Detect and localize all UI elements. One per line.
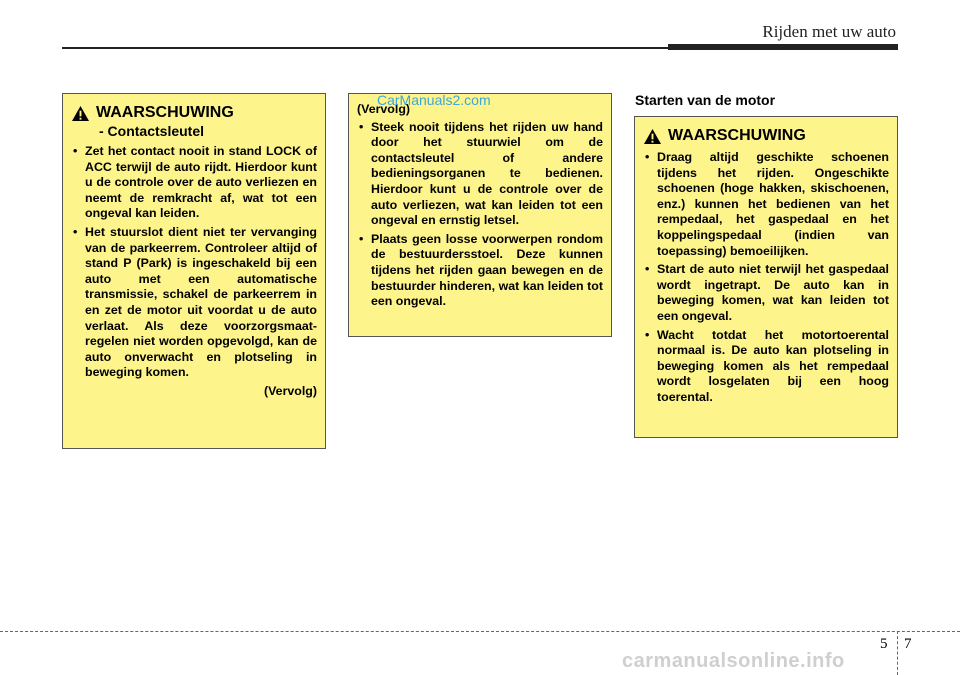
warning-heading xyxy=(71,104,317,122)
watermark-link[interactable]: carmanualsonline.info xyxy=(622,650,845,672)
page-number-divider xyxy=(897,631,898,675)
list-item: • Plaats geen losse voorwerpen rondom de bestuurdersstoel. Deze kunnen tijdens het rijden gaan bewegen en de bestuurder hinderen, wat kan leiden tot een ongeval. xyxy=(357,232,603,310)
list-item: • Steek nooit tijdens het rijden uw hand door het stuurwiel om de contactsleutel of andere bedieningsorganen te bedienen. Hierdoor kunt u de controle over de auto verliezen, wat kan leiden tot een ongeval en ernstig letsel. xyxy=(357,120,603,229)
list-item: • Wacht totdat het motortoerental normaal is. De auto kan plotseling in beweging komen als het rempedaal wordt losgelaten bij een hoog toerental. xyxy=(643,328,889,406)
warning-triangle-icon xyxy=(71,105,90,122)
continued-label: (Vervolg) xyxy=(263,383,317,398)
warning-title: WAARSCHUWING xyxy=(668,127,806,144)
section-title: Starten van de motor xyxy=(635,92,776,108)
warning-heading xyxy=(643,127,889,145)
continued-label: (Vervolg) xyxy=(357,102,411,116)
warning-box-contactsleutel xyxy=(62,93,326,449)
page-section-number: 5 xyxy=(880,636,888,652)
list-item: • Zet het contact nooit in stand LOCK of ACC terwijl de auto rijdt. Hierdoor kunt u de controle over de auto verliezen en neemt de remkracht af, wat tot een ongeval kan leiden. xyxy=(71,144,317,222)
warning-box-continued xyxy=(348,93,612,337)
warning-subtitle: - Contactsleutel xyxy=(99,123,205,139)
list-item: • Het stuurslot dient niet ter vervanging van de parkeerrem. Controleer altijd of stand P (Park) is ingeschakeld bij een auto met een automatische transmissie, schakel de parkeerrem in en zet de motor uit voordat u de auto verlaat. Als deze voorzorgsmaatregelen niet worden opgevolgd, kan de auto onverwacht en plotseling in beweging komen. xyxy=(71,225,317,381)
warning-triangle-icon xyxy=(643,128,662,145)
footer-rule xyxy=(0,631,960,632)
page-header-title: Rijden met uw auto xyxy=(762,22,896,41)
list-item: • Draag altijd geschikte schoenen tijdens het rijden. Ongeschikte schoenen (hoge hakken, skischoenen, enz.) kunnen het bedienen van het rempedaal, het gaspedaal en het koppelingspedaal (indien van toepassing) bemoeilijken. xyxy=(643,150,889,259)
header-rule xyxy=(62,47,670,49)
warning-bullet-list xyxy=(71,144,317,381)
warning-bullet-list xyxy=(357,120,603,310)
warning-title: WAARSCHUWING xyxy=(96,104,234,121)
warning-bullet-list xyxy=(643,150,889,406)
warning-box-starten xyxy=(634,116,898,438)
list-item: • Start de auto niet terwijl het gaspedaal wordt ingetrapt. De auto kan in beweging komen, wat kan leiden tot een ongeval. xyxy=(643,262,889,324)
page-number: 7 xyxy=(904,636,912,652)
header-rule-accent xyxy=(668,44,898,50)
watermark-link[interactable]: CarManuals2.com xyxy=(377,92,491,108)
